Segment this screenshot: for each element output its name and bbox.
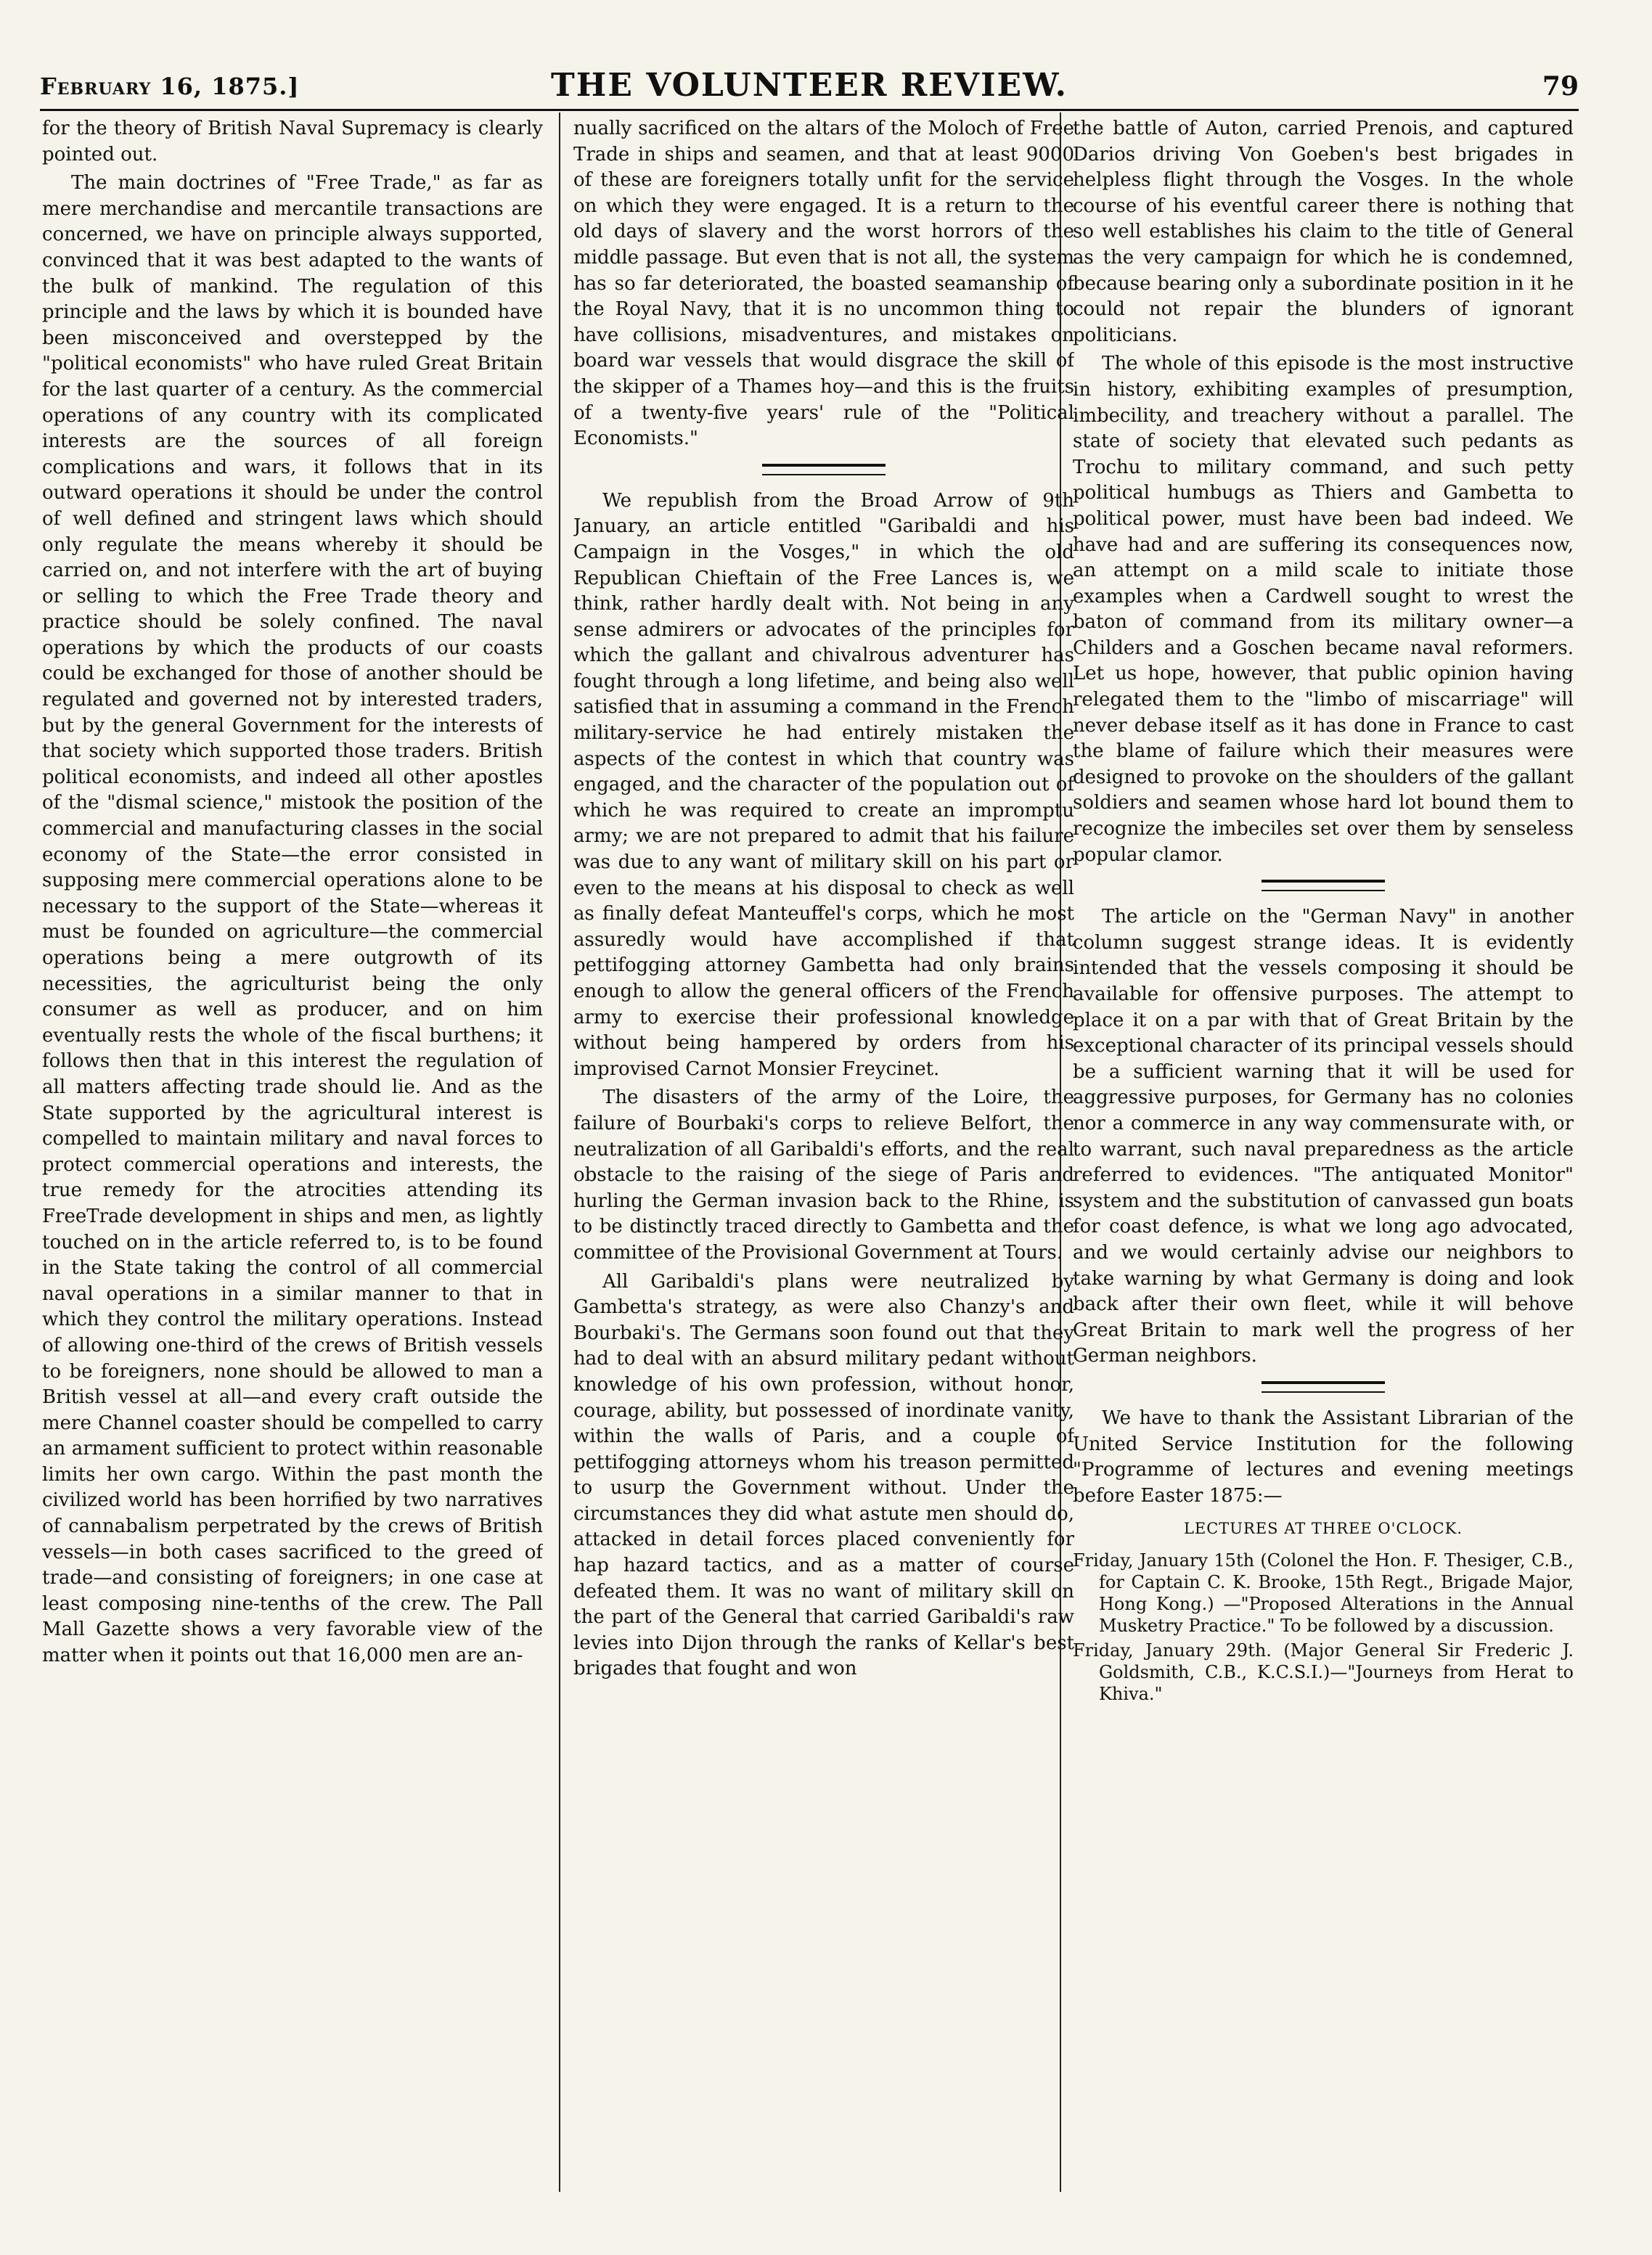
page-number: 79 bbox=[1542, 71, 1579, 102]
column-3 bbox=[1073, 116, 1574, 2192]
column-2 bbox=[573, 116, 1074, 2192]
paragraph: the battle of Auton, carried Prenois, and captured Darios driving Von Goeben's best brigades in helpless flight through the Vosges. In the whole course of his eventful career there is nothing that so well establishes his claim to the title of General as the very campaign for which he is condemned, because bearing only a subordinate position in it he could not repair the blunders of ignorant politicians. bbox=[1073, 118, 1574, 346]
lecture-entry: Friday, January 15th (Colonel the Hon. F. Thesiger, C.B., for Captain C. K. Brooke, 15th Regt., Brigade Major, Hong Kong.) —"Proposed Alterations in the Annual Musketry Practice." To be followed by a discussion. bbox=[1073, 1550, 1574, 1636]
paragraph: The article on the "German Navy" in another column suggest strange ideas. It is evidently intended that the vessels composing it should be available for offensive purposes. The attempt to place it on a par with that of Great Britain by the exceptional character of its principal vessels should be a sufficient warning that it will be used for aggressive purposes, for Germany has no colonies nor a commerce in any way commensurate with, or to warrant, such naval preparedness as the article referred to evidences. "The antiquated Monitor" system and the substitution of canvassed gun boats for coast defence, is what we long ago advocated, and we would certainly advise our neighbors to take warning by what Germany is doing and look back after their own fleet, while it will behove Great Britain to mark well the progress of her German neighbors. bbox=[1073, 906, 1574, 1367]
paragraph: We have to thank the Assistant Librarian of the United Service Institution for the following "Programme of lectures and evening meetings before Easter 1875:— bbox=[1073, 1407, 1574, 1507]
page-header bbox=[40, 67, 1579, 110]
paragraph: The whole of this episode is the most instructive in history, exhibiting examples of presumption, imbecility, and treachery without a parallel. The state of society that elevated such pedants as Trochu to military command, and such petty political humbugs as Thiers and Gambetta to political power, must have been bad indeed. We have had and are suffering its consequences now, an attempt on a mild scale to initiate those examples when a Cardwell sought to wrest the baton of command from its military owner—a Childers and a Goschen became naval reformers. Let us hope, however, that public opinion having relegated them to the "limbo of miscarriage" will never debase itself as it has done in France to cast the blame of failure which their measures were designed to provoke on the shoulders of the gallant soldiers and seamen whose hard lot bound them to recognize the imbeciles set over them by senseless popular clamor. bbox=[1073, 353, 1574, 866]
lectures-subheading: LECTURES AT THREE O'CLOCK. bbox=[1183, 1520, 1463, 1538]
issue-date: February 16, 1875.] bbox=[40, 73, 300, 100]
paragraph: nually sacrificed on the altars of the Moloch of Free Trade in ships and seamen, and that at least 9000 of these are foreigners totally unfit for the service on which they were engaged. It is a return to the old days of slavery and the worst horrors of the middle passage. But even that is not all, the system has so far deteriorated, the boasted seamanship of the Royal Navy, that it is no uncommon thing to have collisions, misadventures, and mistakes on board war vessels that would disgrace the skill of the skipper of a Thames hoy—and this is the fruits of a twenty-five years' rule of the "Political Economists." bbox=[573, 118, 1074, 450]
lecture-entry: Friday, January 29th. (Major General Sir Frederic J. Goldsmith, C.B., K.C.S.I.)—"Journeys from Herat to Khiva." bbox=[1073, 1640, 1574, 1704]
header-rule bbox=[40, 109, 1579, 111]
paragraph: for the theory of British Naval Supremacy is clearly pointed out. bbox=[42, 118, 543, 165]
publication-title: THE VOLUNTEER REVIEW. bbox=[551, 67, 1068, 104]
column-divider-1 bbox=[559, 112, 560, 2192]
paragraph: The main doctrines of "Free Trade," as far as mere merchandise and mercantile transactions are concerned, we have on principle always supported, convinced that it was best adapted to the wants of the bulk of mankind. The regulation of this principle and the laws by which it is bounded have been misconceived and overstepped by the "political economists" who have ruled Great Britain for the last quarter of a century. As the commercial operations of any country with its complicated interests are the sources of all foreign complications and wars, it follows that in its outward operations it should be under the control of well defined and stringent laws which should only regulate the means whereby it should be carried on, and not interfere with the art of buying or selling to which the Free Trade theory and practice should be solely confined. The naval operations by which the products of our coasts could be exchanged for those of another should be regulated and governed not by interested traders, but by the general Government for the interests of that society which supported those traders. British political economists, and indeed all other apostles of the "dismal science," mistook the position of the commercial and manufacturing classes in the social economy of the State—the error consisted in supposing mere commercial operations alone to be necessary to the support of the State—whereas it must be founded on agriculture—the commercial operations being a mere outgrowth of its necessities, the agriculturist being the only consumer as well as producer, and on him eventually rests the whole of the fiscal burthens; it follows then that in this interest the regulation of all matters affecting trade should lie. And as the State supported by the agricultural interest is compelled to maintain military and naval forces to protect commercial operations and interests, the true remedy for the atrocities attending its FreeTrade development in ships and men, as lightly touched on in the article referred to, is to be found in the State taking the control of all commercial naval operations in a similar manner to that in which they control the military operations. Instead of allowing one-third of the crews of British vessels to be foreigners, none should be allowed to man a British vessel at all—and every craft outside the mere Channel coaster should be compelled to carry an armament sufficient to protect within reasonable limits her own cargo. Within the past month the civilized world has been horrified by two narratives of cannabalism perpetrated by the crews of British vessels—in both cases sacrificed to the greed of trade—and consisting of foreigners; in one case at least composing nine-tenths of the crew. The Pall Mall Gazette shows a very favorable view of the matter when it points out that 16,000 men are an- bbox=[42, 172, 543, 1667]
section-separator bbox=[1262, 1381, 1385, 1393]
column-1 bbox=[42, 116, 543, 2192]
section-separator bbox=[1262, 880, 1385, 891]
paragraph: We republish from the Broad Arrow of 9th January, an article entitled "Garibaldi and his Campaign in the Vosges," in which the old Republican Chieftain of the Free Lances is, we think, rather hardly dealt with. Not being in any sense admirers or advocates of the principles for which the gallant and chivalrous adventurer has fought through a long lifetime, and being also well satisfied that in assuming a command in the French military-service he had entirely mistaken the aspects of the contest in which that country was engaged, and the character of the population out of which he was required to create an impromptu army; we are not prepared to admit that his failure was due to any want of military skill on his part or even to the means at his disposal to check as well as finally defeat Manteuffel's corps, which he most assuredly would have accomplished if that pettifogging attorney Gambetta had only brains enough to allow the general officers of the French army to exercise their professional knowledge without being hampered by orders from his improvised Carnot Monsier Freycinet. bbox=[573, 489, 1074, 1080]
section-separator bbox=[762, 464, 886, 475]
paragraph: The disasters of the army of the Loire, the failure of Bourbaki's corps to relieve Belfort, the neutralization of all Garibaldi's efforts, and the real obstacle to the raising of the siege of Paris and hurling the German invasion back to the Rhine, is to be distinctly traced directly to Gambetta and the committee of the Provisional Government at Tours. bbox=[573, 1086, 1074, 1264]
paragraph: All Garibaldi's plans were neutralized by Gambetta's strategy, as were also Chanzy's and Bourbaki's. The Germans soon found out that they had to deal with an absurd military pedant without knowledge of his own profession, without honor, courage, ability, but possessed of inordinate vanity, within the walls of Paris, and a couple of pettifogging attorneys whom his treason permitted to usurp the Government without. Under the circumstances they did what astute men should do, attacked in detail forces placed conveniently for hap hazard tactics, and as a matter of course defeated them. It was no want of military skill on the part of the General that carried Garibaldi's raw levies into Dijon through the ranks of Kellar's best brigades that fought and won bbox=[573, 1270, 1074, 1680]
